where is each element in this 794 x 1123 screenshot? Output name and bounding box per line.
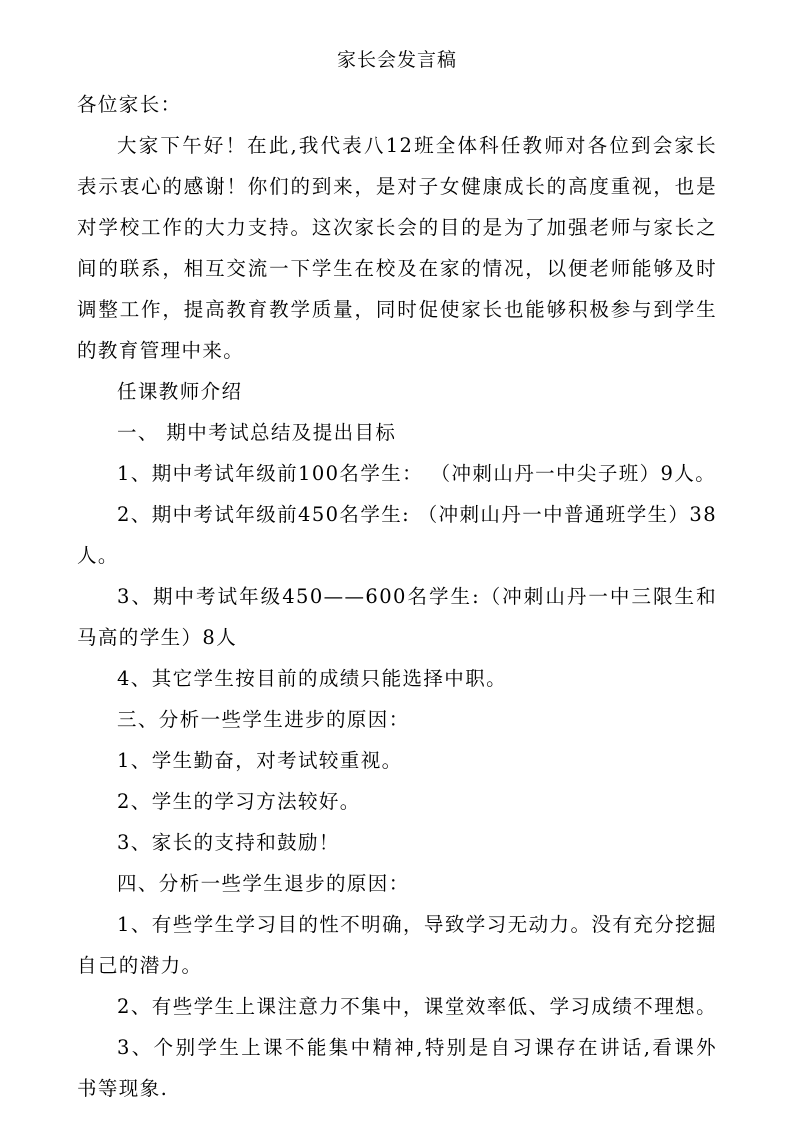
paragraph-line: 调整工作，提高教育教学质量，同时促使家长也能够积极参与到学生 xyxy=(77,298,717,321)
list-item-continuation: 马高的学生）8人 xyxy=(77,626,238,649)
paragraph-line: 间的联系，相互交流一下学生在校及在家的情况，以便老师能够及时 xyxy=(77,257,717,280)
paragraph-line: 表示衷心的感谢！你们的到来，是对子女健康成长的高度重视，也是 xyxy=(77,175,717,198)
section-heading: 任课教师介绍 xyxy=(117,380,243,403)
paragraph-line: 对学校工作的大力支持。这次家长会的目的是为了加强老师与家长之 xyxy=(77,216,717,239)
list-item: 3、个别学生上课不能集中精神,特别是自习课存在讲话,看课外 xyxy=(117,1036,717,1059)
list-item-continuation: 人。 xyxy=(77,544,119,567)
paragraph-line: 的教育管理中来。 xyxy=(77,339,245,362)
list-item: 2、期中考试年级前450名学生: （冲刺山丹一中普通班学生）38 xyxy=(117,503,718,526)
list-item-continuation: 自己的潜力。 xyxy=(77,954,203,977)
section-heading: 四、分析一些学生退步的原因： xyxy=(117,872,410,895)
paragraph-line: 大家下午好！在此,我代表八12班全体科任教师对各位到会家长 xyxy=(117,134,717,157)
list-item: 3、家长的支持和鼓励！ xyxy=(117,831,340,854)
section-heading: 三、分析一些学生进步的原因： xyxy=(117,708,410,731)
document-title: 家长会发言稿 xyxy=(336,49,457,71)
list-item-continuation: 书等现象. xyxy=(77,1077,169,1100)
list-item: 1、学生勤奋，对考试较重视。 xyxy=(117,749,403,772)
list-item: 1、有些学生学习目的性不明确，导致学习无动力。没有充分挖掘 xyxy=(117,913,717,936)
list-item: 2、学生的学习方法较好。 xyxy=(117,790,361,813)
salutation: 各位家长： xyxy=(77,93,182,116)
list-item: 3、期中考试年级450——600名学生:（冲刺山丹一中三限生和 xyxy=(117,585,717,608)
list-item: 4、其它学生按目前的成绩只能选择中职。 xyxy=(117,667,508,690)
list-item: 2、有些学生上课注意力不集中，课堂效率低、学习成绩不理想。 xyxy=(117,995,717,1018)
list-item: 1、期中考试年级前100名学生： （冲刺山丹一中尖子班）9人。 xyxy=(117,462,717,485)
section-heading: 一、 期中考试总结及提出目标 xyxy=(117,421,397,444)
